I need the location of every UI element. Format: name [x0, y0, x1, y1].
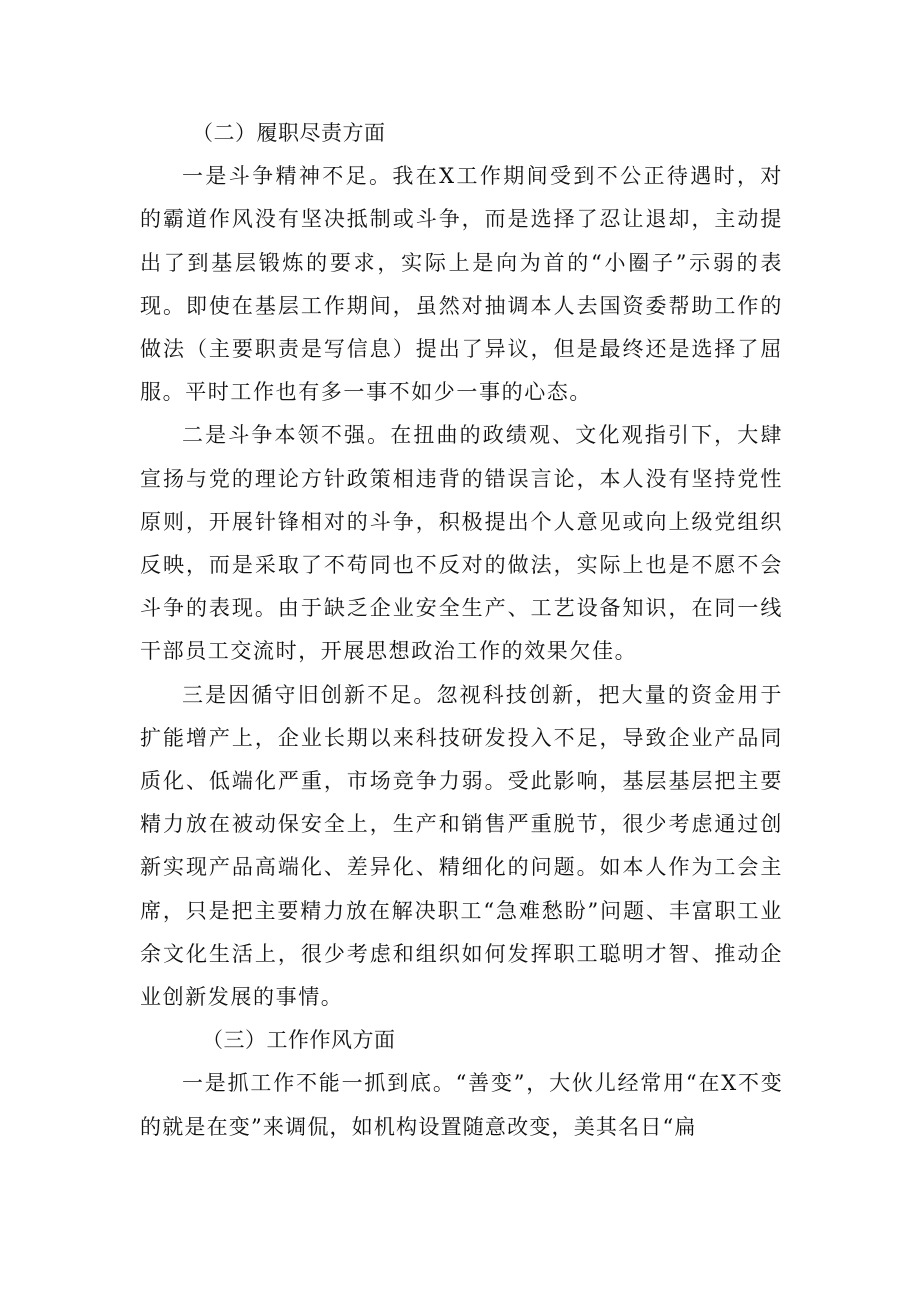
document-body: [140, 112, 783, 1149]
paragraph-struggle-spirit: 一是斗争精神不足。我在X工作期间受到不公正待遇时，对的霸道作风没有坚决抵制或斗争，而是选择了忍让退却，主动提出了到基层锻炼的要求，实际上是向为首的“小圈子”示弱的表现。即使在基层工作期间，虽然对抽调本人去国资委帮助工作的做法（主要职责是写信息）提出了异议，但是最终还是选择了屈服。平时工作也有多一事不如少一事的心态。: [140, 164, 783, 405]
section-heading-2: （二）履职尽责方面: [192, 121, 386, 145]
section-heading-3: （三）工作作风方面: [202, 1028, 396, 1053]
paragraph-work-style: 一是抓工作不能一抓到底。“善变”，大伙儿经常用“在X不变的就是在变”来调侃，如机构设置随意改变，美其名日“扁: [140, 1071, 783, 1139]
paragraph-innovation: 三是因循守旧创新不足。忽视科技创新，把大量的资金用于扩能增产上，企业长期以来科技研发投入不足，导致企业产品同质化、低端化严重，市场竞争力弱。受此影响，基层基层把主要精力放在被动保安全上，生产和销售严重脱节，很少考虑通过创新实现产品高端化、差异化、精细化的问题。如本人作为工会主席，只是把主要精力放在解决职工“急难愁盼”问题、丰富职工业余文化生活上，很少考虑和组织如何发挥职工聪明才智、推动企业创新发展的事情。: [140, 682, 783, 1010]
paragraph-struggle-ability: 二是斗争本领不强。在扭曲的政绩观、文化观指引下，大肆宣扬与党的理论方针政策相违背的错误言论，本人没有坚持党性原则，开展针锋相对的斗争，积极提出个人意见或向上级党组织反映，而是采取了不苟同也不反对的做法，实际上也是不愿不会斗争的表现。由于缺乏企业安全生产、工艺设备知识，在同一线干部员工交流时，开展思想政治工作的效果欠佳。: [140, 423, 783, 664]
